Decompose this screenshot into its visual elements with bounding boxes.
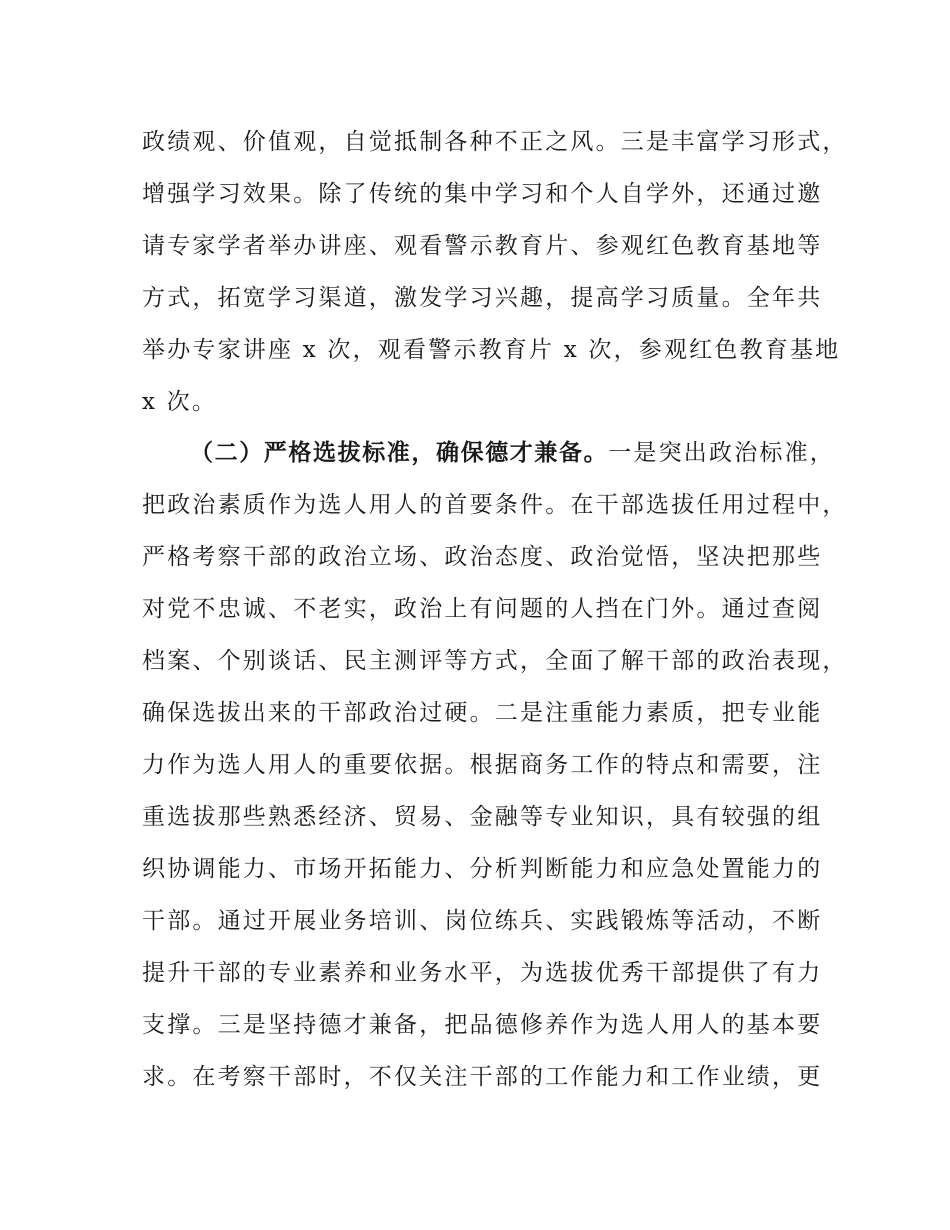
paragraph-1-line-3: 请专家学者举办讲座、观看警示教育片、参观红色教育基地等 [142, 233, 823, 259]
paragraph-2-line-7: 力作为选人用人的重要依据。根据商务工作的特点和需要，注 [142, 752, 823, 778]
paragraph-2-first-line-text: 一是突出政治标准， [608, 440, 836, 466]
paragraph-2 [142, 437, 848, 1113]
paragraph-2-line-13: 求。在考察干部时，不仅关注干部的工作能力和工作业绩，更 [142, 1064, 823, 1090]
paragraph-1-line-6: x 次。 [142, 389, 218, 415]
paragraph-2-line-12: 支撑。三是坚持德才兼备，把品德修养作为选人用人的基本要 [142, 1012, 823, 1038]
paragraph-2-line-9: 织协调能力、市场开拓能力、分析判断能力和应急处置能力的 [142, 856, 823, 882]
paragraph-2-line-5: 档案、个别谈话、民主测评等方式，全面了解干部的政治表现， [142, 648, 848, 674]
paragraph-1-line-1: 政绩观、价值观，自觉抵制各种不正之风。三是丰富学习形式， [142, 129, 848, 155]
paragraph-1-line-5: 举办专家讲座 x 次，观看警示教育片 x 次，参观红色教育基地 [142, 337, 841, 363]
paragraph-2-line-4: 对党不忠诚、不老实，政治上有问题的人挡在门外。通过查阅 [142, 596, 823, 622]
paragraph-2-line-11: 提升干部的专业素养和业务水平，为选拔优秀干部提供了有力 [142, 960, 823, 986]
paragraph-1-line-4: 方式，拓宽学习渠道，激发学习兴趣，提高学习质量。全年共 [142, 285, 823, 311]
paragraph-2-line-6: 确保选拔出来的干部政治过硬。二是注重能力素质，把专业能 [142, 700, 823, 726]
paragraph-2-line-8: 重选拔那些熟悉经济、贸易、金融等专业知识，具有较强的组 [142, 804, 823, 830]
paragraph-1-line-2: 增强学习效果。除了传统的集中学习和个人自学外，还通过邀 [142, 181, 823, 207]
paragraph-1 [142, 126, 848, 438]
paragraph-2-line-2: 把政治素质作为选人用人的首要条件。在干部选拔任用过程中， [142, 492, 848, 518]
paragraph-2-line-10: 干部。通过开展业务培训、岗位练兵、实践锻炼等活动，不断 [142, 908, 823, 934]
paragraph-2-line-3: 严格考察干部的政治立场、政治态度、政治觉悟，坚决把那些 [142, 544, 823, 570]
paragraph-2-first-line [142, 437, 836, 489]
section-heading: （二）严格选拔标准，确保德才兼备。 [190, 440, 609, 466]
